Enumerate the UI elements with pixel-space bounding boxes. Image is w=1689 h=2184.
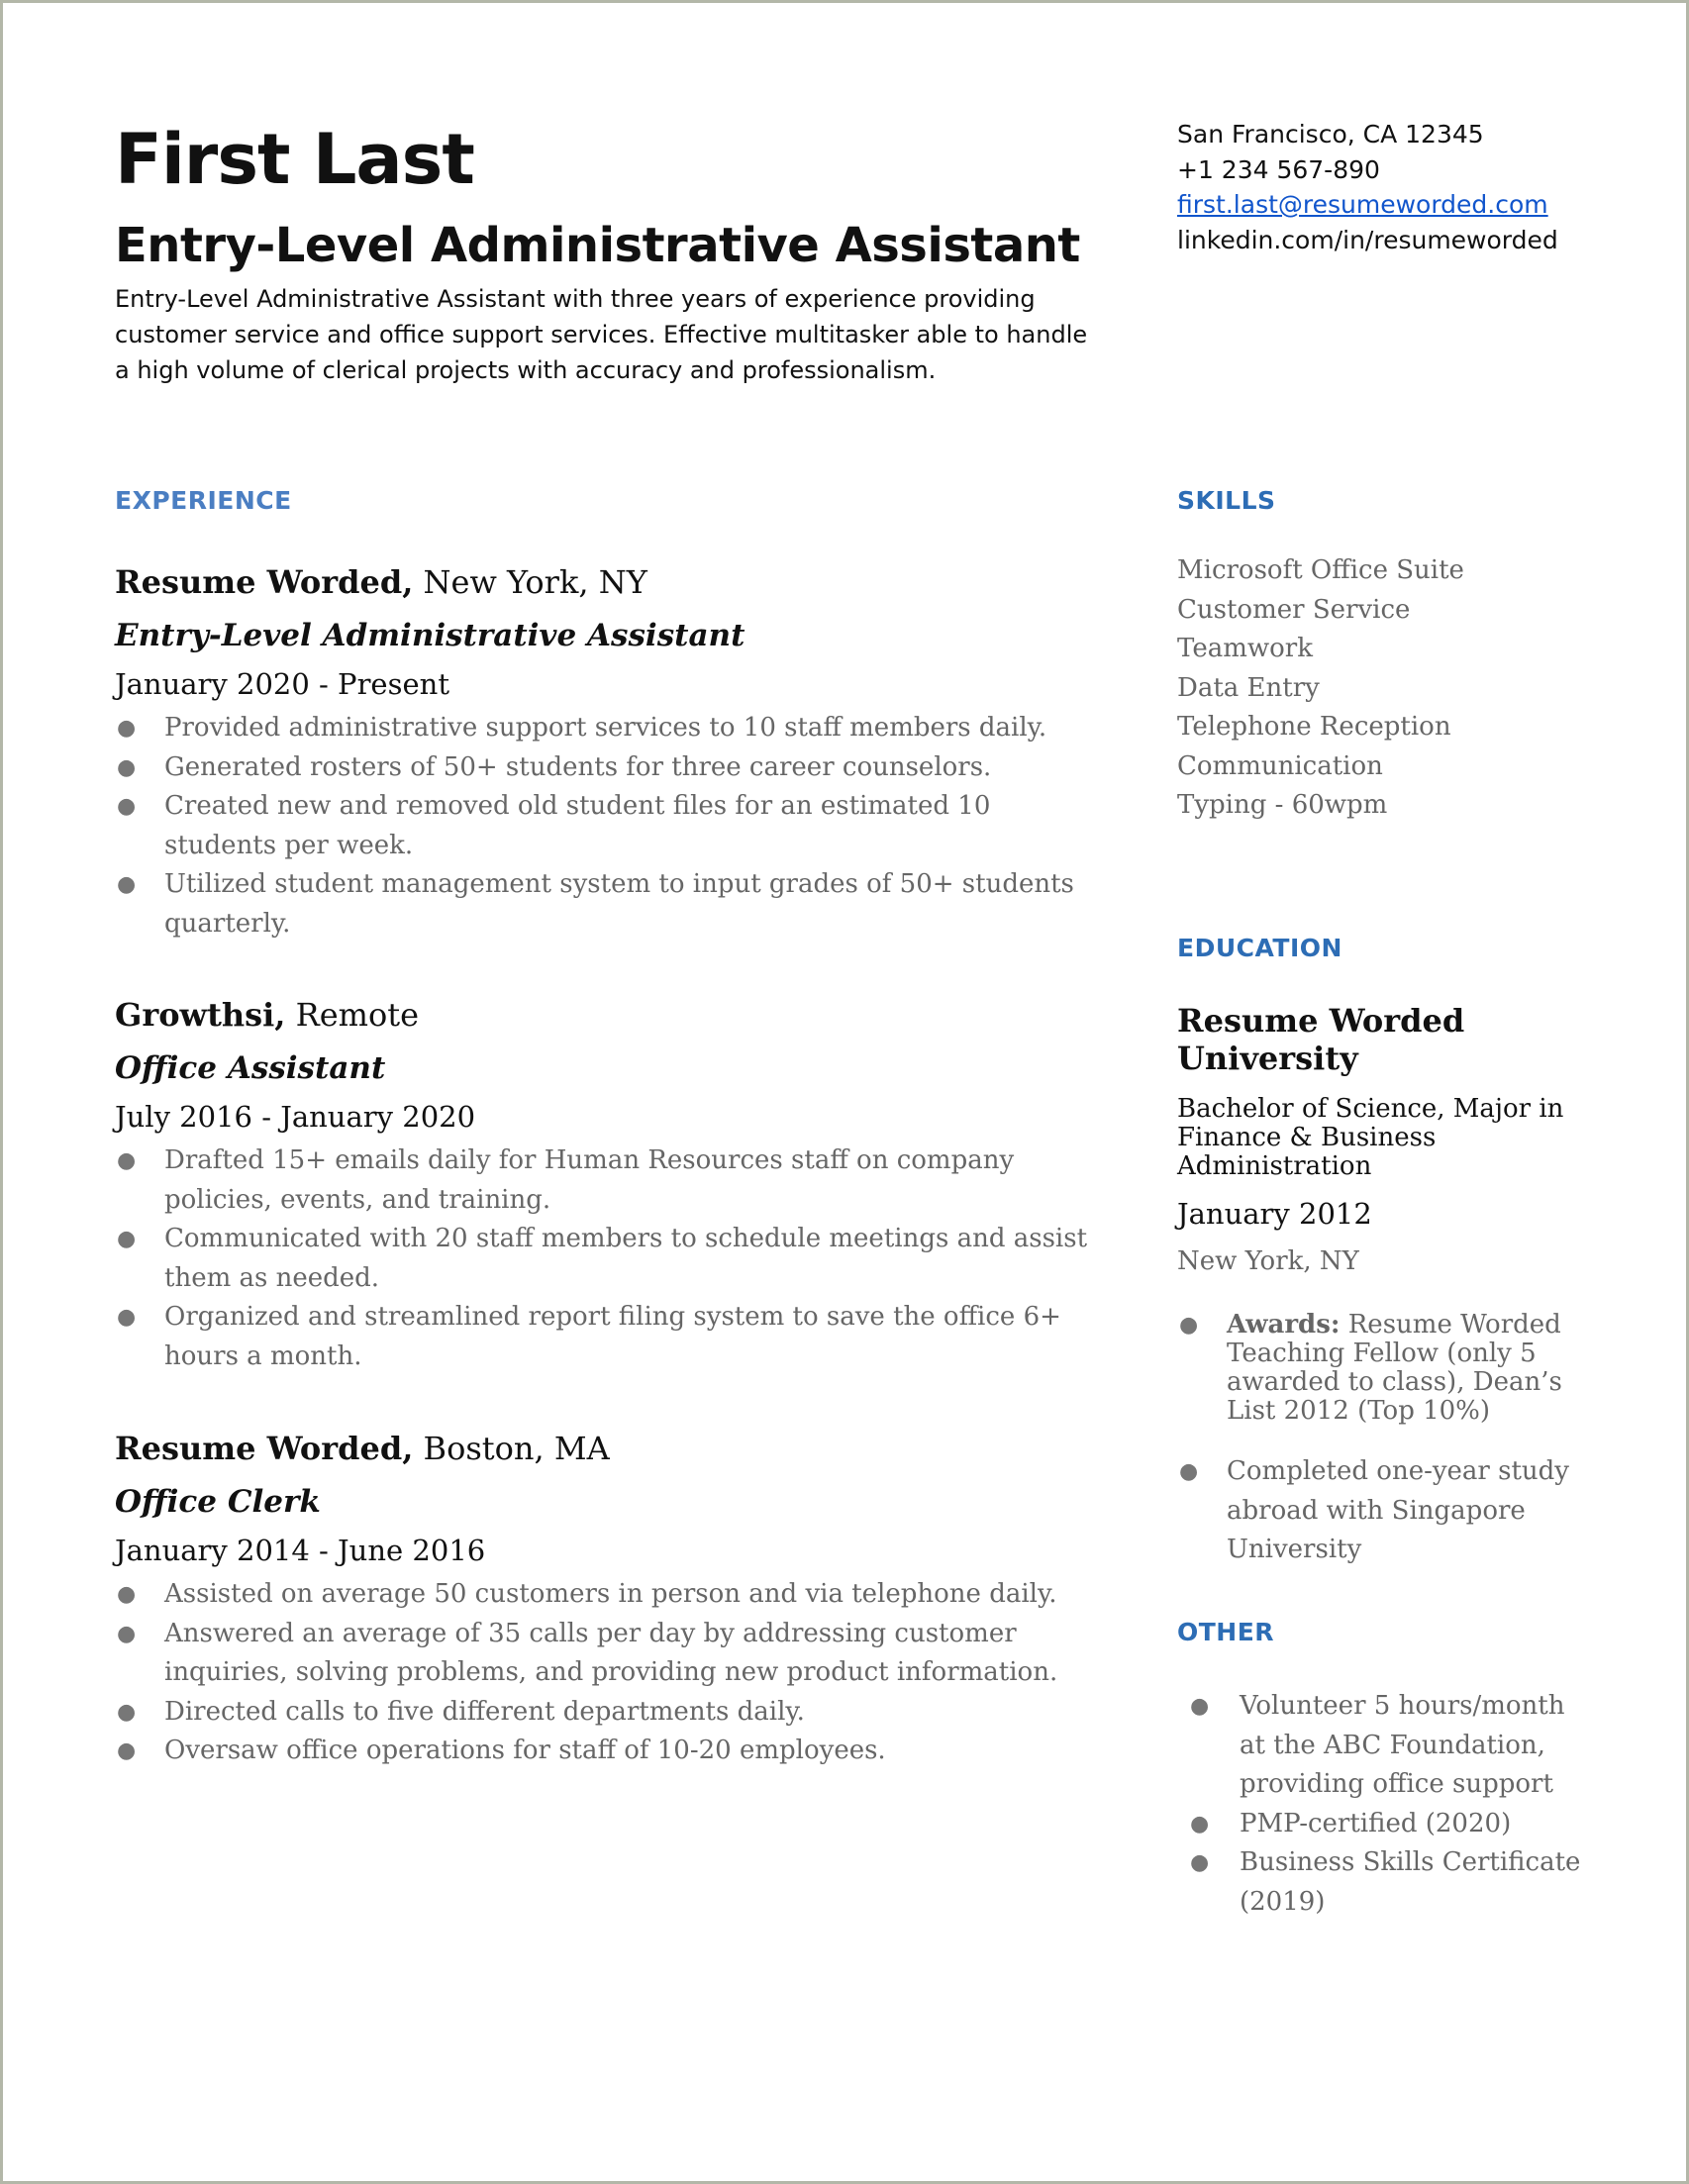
education-heading: EDUCATION	[1177, 934, 1342, 962]
awards-label: Awards:	[1227, 1310, 1341, 1340]
skill-item: Teamwork	[1177, 634, 1313, 663]
bullet-icon: ●	[117, 1148, 137, 1173]
bullet-icon: ●	[117, 1227, 137, 1251]
skill-item: Communication	[1177, 750, 1383, 781]
bullet-text: Drafted 15+ emails daily for Human Resources staff on company policies, events, and training.	[164, 1145, 1015, 1215]
bullet-text: Utilized student management system to input grades of 50+ students quarterly.	[164, 869, 1074, 939]
education-awards	[1177, 1311, 1573, 1426]
job-dates: January 2020 - Present	[115, 667, 449, 701]
education-extra	[1177, 1452, 1573, 1570]
job-dates: January 2014 - June 2016	[115, 1534, 486, 1567]
list-item	[115, 1298, 1095, 1376]
list-item	[115, 787, 1095, 865]
job-entry	[115, 993, 1095, 1376]
job-entry	[115, 1427, 1095, 1771]
contact-phone: +1 234 567-890	[1177, 154, 1380, 184]
list-item	[1177, 1311, 1573, 1426]
list-item	[1188, 1843, 1584, 1922]
job-company-line	[115, 560, 1095, 604]
bullet-text: Organized and streamlined report filing system to save the office 6+ hours a month.	[164, 1302, 1061, 1371]
bullet-icon: ●	[1190, 1811, 1210, 1837]
bullet-icon: ●	[117, 872, 137, 897]
awards-text: Resume Worded Teaching Fellow (only 5 awarded to class), Dean’s List 2012 (Top 10%)	[1227, 1310, 1562, 1426]
job-company: Growthsi,	[115, 996, 286, 1034]
skill-item: Microsoft Office Suite	[1177, 555, 1464, 585]
bullet-icon: ●	[1179, 1313, 1199, 1338]
list-item	[115, 1142, 1095, 1220]
job-location: Remote	[285, 996, 420, 1034]
job-company-line	[115, 993, 1095, 1037]
summary-text: Entry-Level Administrative Assistant with three years of experience providing customer service and office support services. Effective multitasker able to handle a high volume of clerical projects with accuracy and professionalism.	[115, 285, 1088, 384]
list-item	[115, 1732, 1095, 1771]
job-bullets	[115, 1142, 1095, 1376]
bullet-icon: ●	[117, 1305, 137, 1330]
bullet-text: Created new and removed old student files for an estimated 10 students per week.	[164, 791, 991, 860]
bullet-icon: ●	[1190, 1850, 1210, 1875]
list-item	[1177, 1452, 1573, 1570]
list-item	[115, 1575, 1095, 1615]
job-position: Entry-Level Administrative Assistant	[115, 618, 745, 653]
job-bullets	[115, 1575, 1095, 1771]
education-degree: Bachelor of Science, Major in Finance & Business Administration	[1177, 1094, 1564, 1181]
bullet-text: Oversaw office operations for staff of 10-20 employees.	[164, 1736, 886, 1765]
other-heading: OTHER	[1177, 1618, 1275, 1646]
bullet-icon: ●	[117, 1582, 137, 1607]
education-school: Resume Worded University	[1177, 1002, 1465, 1077]
candidate-name: First Last	[115, 119, 474, 200]
skill-item: Data Entry	[1177, 672, 1320, 703]
list-item	[115, 1220, 1095, 1298]
other-item-text: Business Skills Certificate (2019)	[1240, 1847, 1581, 1917]
skill-item: Telephone Reception	[1177, 712, 1451, 742]
job-location: New York, NY	[413, 563, 647, 601]
skill-item: Typing - 60wpm	[1177, 790, 1388, 820]
other-list	[1188, 1687, 1584, 1922]
job-bullets	[115, 709, 1095, 943]
job-company: Resume Worded,	[115, 563, 414, 601]
education-location: New York, NY	[1177, 1246, 1359, 1276]
job-entry	[115, 560, 1095, 943]
list-item	[115, 1615, 1095, 1693]
bullet-icon: ●	[117, 754, 137, 780]
contact-location: San Francisco, CA 12345	[1177, 120, 1484, 149]
list-item	[115, 1693, 1095, 1733]
candidate-title: Entry-Level Administrative Assistant	[115, 218, 1080, 273]
list-item	[115, 748, 1095, 788]
other-item-text: PMP-certified (2020)	[1240, 1808, 1512, 1838]
list-item	[1188, 1687, 1584, 1805]
experience-heading: EXPERIENCE	[115, 486, 292, 515]
education-date: January 2012	[1177, 1197, 1372, 1231]
bullet-icon: ●	[117, 1699, 137, 1725]
job-company-line	[115, 1427, 1095, 1470]
skill-item: Customer Service	[1177, 594, 1411, 625]
bullet-text: Provided administrative support services to 10 staff members daily.	[164, 713, 1047, 743]
education-extra-text: Completed one-year study abroad with Singapore University	[1227, 1456, 1569, 1564]
bullet-text: Directed calls to five different departments daily.	[164, 1696, 805, 1727]
skills-list	[1177, 551, 1464, 826]
contact-email-link[interactable]: first.last@resumeworded.com	[1177, 190, 1548, 219]
job-location: Boston, MA	[413, 1430, 610, 1467]
bullet-text: Generated rosters of 50+ students for three career counselors.	[164, 751, 992, 782]
bullet-icon: ●	[117, 1738, 137, 1763]
list-item	[115, 865, 1095, 943]
bullet-text: Assisted on average 50 customers in person and via telephone daily.	[164, 1579, 1057, 1609]
bullet-icon: ●	[117, 1621, 137, 1646]
skills-heading: SKILLS	[1177, 486, 1276, 515]
list-item	[1188, 1805, 1584, 1844]
bullet-icon: ●	[117, 716, 137, 741]
bullet-icon: ●	[1179, 1459, 1199, 1484]
list-item	[115, 709, 1095, 748]
bullet-icon: ●	[1190, 1694, 1210, 1719]
job-position: Office Clerk	[115, 1484, 321, 1520]
contact-linkedin: linkedin.com/in/resumeworded	[1177, 225, 1558, 254]
job-dates: July 2016 - January 2020	[115, 1100, 476, 1134]
job-position: Office Assistant	[115, 1050, 386, 1086]
other-item-text: Volunteer 5 hours/month at the ABC Foundation, providing office support	[1240, 1691, 1565, 1799]
bullet-text: Answered an average of 35 calls per day by addressing customer inquiries, solving problems, and providing new product information.	[164, 1618, 1058, 1687]
bullet-text: Communicated with 20 staff members to schedule meetings and assist them as needed.	[164, 1224, 1088, 1293]
contact-block	[1177, 117, 1558, 257]
bullet-icon: ●	[117, 794, 137, 819]
job-company: Resume Worded,	[115, 1430, 414, 1467]
